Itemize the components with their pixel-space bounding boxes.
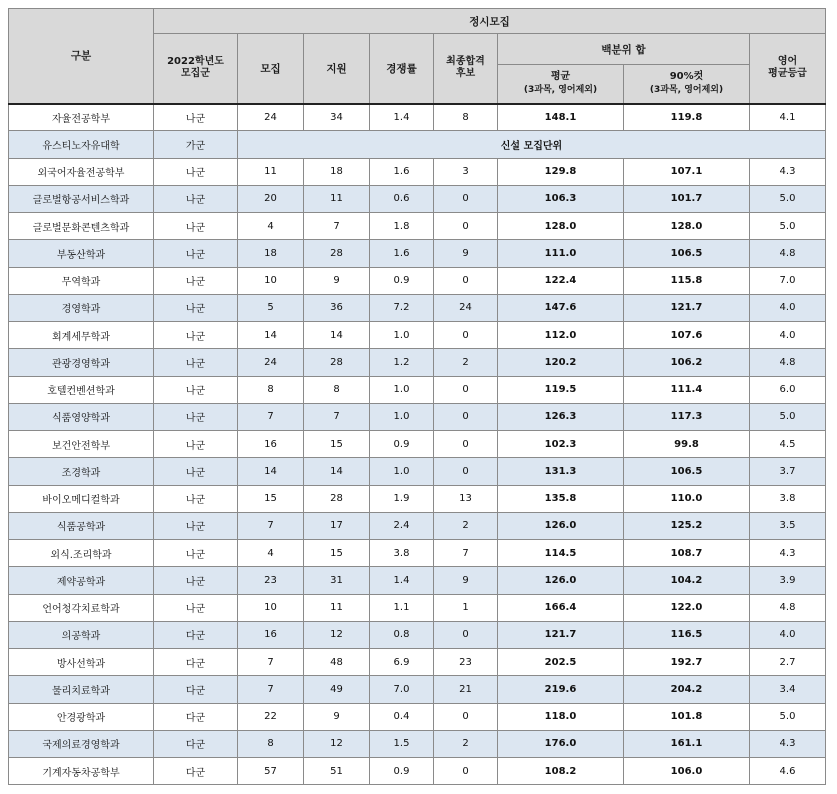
table-row <box>9 158 826 185</box>
cell-recruit-count: 22 <box>238 703 304 730</box>
cell-recruit-count: 15 <box>238 485 304 512</box>
cell-department: 보건안전학부 <box>9 431 154 458</box>
cell-recruit-count: 20 <box>238 185 304 212</box>
cell-percentile-avg: 126.3 <box>498 403 624 430</box>
cell-recruit-count: 4 <box>238 540 304 567</box>
cell-percentile-avg: 106.3 <box>498 185 624 212</box>
cell-percentile-cut: 106.2 <box>624 349 750 376</box>
cell-percentile-avg: 147.6 <box>498 294 624 321</box>
cell-percentile-cut: 115.8 <box>624 267 750 294</box>
cell-competition-rate: 0.6 <box>370 185 434 212</box>
cell-recruit-group: 다군 <box>154 730 238 757</box>
cell-department: 조경학과 <box>9 458 154 485</box>
table-header <box>9 9 826 104</box>
cell-percentile-cut: 101.8 <box>624 703 750 730</box>
cell-recruit-group: 나군 <box>154 240 238 267</box>
cell-waitlist: 2 <box>434 349 498 376</box>
cell-english-grade: 3.5 <box>750 512 826 539</box>
cell-recruit-count: 5 <box>238 294 304 321</box>
cell-apply-count: 15 <box>304 540 370 567</box>
cell-english-grade: 5.0 <box>750 703 826 730</box>
cell-apply-count: 18 <box>304 158 370 185</box>
cell-percentile-avg: 219.6 <box>498 676 624 703</box>
cell-recruit-group: 나군 <box>154 403 238 430</box>
cell-percentile-cut: 125.2 <box>624 512 750 539</box>
table-row <box>9 104 826 131</box>
cell-department: 회계세무학과 <box>9 322 154 349</box>
cell-department: 바이오메디컬학과 <box>9 485 154 512</box>
cell-competition-rate: 1.8 <box>370 213 434 240</box>
cell-competition-rate: 7.0 <box>370 676 434 703</box>
cell-recruit-count: 7 <box>238 676 304 703</box>
header-year-group: 2022학년도 모집군 <box>154 34 238 104</box>
cell-percentile-cut: 192.7 <box>624 649 750 676</box>
cell-waitlist: 2 <box>434 512 498 539</box>
table-row <box>9 322 826 349</box>
cell-percentile-avg: 148.1 <box>498 104 624 131</box>
cell-percentile-avg: 122.4 <box>498 267 624 294</box>
cell-department: 호텔컨벤션학과 <box>9 376 154 403</box>
table-row <box>9 240 826 267</box>
cell-recruit-count: 10 <box>238 267 304 294</box>
cell-apply-count: 28 <box>304 349 370 376</box>
table-row <box>9 703 826 730</box>
cell-english-grade: 4.3 <box>750 730 826 757</box>
cell-apply-count: 49 <box>304 676 370 703</box>
table-row <box>9 649 826 676</box>
cell-waitlist: 0 <box>434 458 498 485</box>
cell-waitlist: 9 <box>434 567 498 594</box>
cell-recruit-count: 18 <box>238 240 304 267</box>
cell-apply-count: 12 <box>304 730 370 757</box>
cell-competition-rate: 1.4 <box>370 104 434 131</box>
cell-recruit-group: 나군 <box>154 540 238 567</box>
cell-english-grade: 4.8 <box>750 349 826 376</box>
cell-apply-count: 11 <box>304 594 370 621</box>
cell-recruit-group: 나군 <box>154 158 238 185</box>
cell-apply-count: 11 <box>304 185 370 212</box>
cell-department: 언어청각치료학과 <box>9 594 154 621</box>
cell-english-grade: 2.7 <box>750 649 826 676</box>
cell-recruit-count: 14 <box>238 458 304 485</box>
cell-percentile-avg: 118.0 <box>498 703 624 730</box>
cell-waitlist: 3 <box>434 158 498 185</box>
cell-percentile-avg: 128.0 <box>498 213 624 240</box>
cell-english-grade: 4.0 <box>750 294 826 321</box>
cell-recruit-group: 다군 <box>154 676 238 703</box>
cell-competition-rate: 7.2 <box>370 294 434 321</box>
cell-percentile-cut: 116.5 <box>624 621 750 648</box>
cell-apply-count: 9 <box>304 703 370 730</box>
cell-competition-rate: 1.0 <box>370 376 434 403</box>
cell-apply-count: 51 <box>304 758 370 785</box>
table-row <box>9 512 826 539</box>
cell-percentile-cut: 106.0 <box>624 758 750 785</box>
cell-recruit-count: 10 <box>238 594 304 621</box>
cell-english-grade: 6.0 <box>750 376 826 403</box>
cell-competition-rate: 0.4 <box>370 703 434 730</box>
cell-competition-rate: 0.9 <box>370 758 434 785</box>
cell-recruit-group: 다군 <box>154 649 238 676</box>
cell-percentile-cut: 204.2 <box>624 676 750 703</box>
cell-competition-rate: 1.0 <box>370 458 434 485</box>
table-row <box>9 730 826 757</box>
cell-department: 경영학과 <box>9 294 154 321</box>
header-rate: 경쟁률 <box>370 34 434 104</box>
cell-english-grade: 4.5 <box>750 431 826 458</box>
cell-apply-count: 36 <box>304 294 370 321</box>
cell-department: 안경광학과 <box>9 703 154 730</box>
cell-apply-count: 14 <box>304 322 370 349</box>
cell-percentile-avg: 129.8 <box>498 158 624 185</box>
cell-competition-rate: 1.9 <box>370 485 434 512</box>
cell-competition-rate: 1.1 <box>370 594 434 621</box>
table-row <box>9 403 826 430</box>
cell-recruit-group: 나군 <box>154 267 238 294</box>
cell-apply-count: 9 <box>304 267 370 294</box>
cell-english-grade: 3.9 <box>750 567 826 594</box>
table-row <box>9 376 826 403</box>
cell-percentile-cut: 107.6 <box>624 322 750 349</box>
header-english: 영어 평균등급 <box>750 34 826 104</box>
cell-waitlist: 13 <box>434 485 498 512</box>
cell-recruit-count: 8 <box>238 376 304 403</box>
cell-waitlist: 7 <box>434 540 498 567</box>
cell-percentile-avg: 131.3 <box>498 458 624 485</box>
cell-waitlist: 1 <box>434 594 498 621</box>
cell-waitlist: 2 <box>434 730 498 757</box>
table-row <box>9 621 826 648</box>
cell-english-grade: 5.0 <box>750 403 826 430</box>
cell-department: 제약공학과 <box>9 567 154 594</box>
cell-recruit-group: 나군 <box>154 594 238 621</box>
cell-recruit-count: 57 <box>238 758 304 785</box>
cell-recruit-group: 나군 <box>154 349 238 376</box>
cell-english-grade: 3.8 <box>750 485 826 512</box>
header-group: 정시모집 <box>154 9 826 34</box>
cell-recruit-group: 나군 <box>154 376 238 403</box>
cell-department: 물리치료학과 <box>9 676 154 703</box>
cell-percentile-avg: 202.5 <box>498 649 624 676</box>
cell-percentile-avg: 112.0 <box>498 322 624 349</box>
cell-recruit-count: 24 <box>238 104 304 131</box>
cell-recruit-group: 다군 <box>154 703 238 730</box>
cell-recruit-count: 14 <box>238 322 304 349</box>
cell-english-grade: 4.3 <box>750 540 826 567</box>
cell-waitlist: 0 <box>434 621 498 648</box>
table-row <box>9 540 826 567</box>
table-row <box>9 131 826 158</box>
cell-competition-rate: 1.6 <box>370 158 434 185</box>
cell-recruit-count: 24 <box>238 349 304 376</box>
cell-recruit-count: 11 <box>238 158 304 185</box>
cell-recruit-group: 다군 <box>154 758 238 785</box>
cell-competition-rate: 1.5 <box>370 730 434 757</box>
cell-english-grade: 4.0 <box>750 322 826 349</box>
cell-waitlist: 0 <box>434 185 498 212</box>
cell-apply-count: 7 <box>304 213 370 240</box>
cell-department: 관광경영학과 <box>9 349 154 376</box>
cell-percentile-avg: 126.0 <box>498 567 624 594</box>
cell-department: 의공학과 <box>9 621 154 648</box>
cell-waitlist: 23 <box>434 649 498 676</box>
cell-recruit-group: 가군 <box>154 131 238 158</box>
cell-department: 부동산학과 <box>9 240 154 267</box>
cell-competition-rate: 0.9 <box>370 431 434 458</box>
cell-percentile-cut: 106.5 <box>624 458 750 485</box>
cell-waitlist: 9 <box>434 240 498 267</box>
table-row <box>9 267 826 294</box>
cell-competition-rate: 2.4 <box>370 512 434 539</box>
table-row <box>9 431 826 458</box>
cell-english-grade: 5.0 <box>750 185 826 212</box>
header-percentile: 백분위 합 <box>498 34 750 65</box>
cell-recruit-count: 7 <box>238 649 304 676</box>
header-avg: 평균 (3과목, 영어제외) <box>498 65 624 104</box>
cell-percentile-cut: 106.5 <box>624 240 750 267</box>
table-row <box>9 758 826 785</box>
cell-waitlist: 0 <box>434 267 498 294</box>
cell-competition-rate: 6.9 <box>370 649 434 676</box>
cell-waitlist: 0 <box>434 403 498 430</box>
cell-recruit-count: 16 <box>238 431 304 458</box>
cell-english-grade: 7.0 <box>750 267 826 294</box>
cell-percentile-avg: 111.0 <box>498 240 624 267</box>
cell-competition-rate: 1.0 <box>370 403 434 430</box>
cell-recruit-group: 나군 <box>154 431 238 458</box>
cell-department: 기계자동차공학부 <box>9 758 154 785</box>
cell-competition-rate: 3.8 <box>370 540 434 567</box>
cell-english-grade: 4.1 <box>750 104 826 131</box>
header-apply: 지원 <box>304 34 370 104</box>
cell-recruit-count: 23 <box>238 567 304 594</box>
cell-competition-rate: 0.9 <box>370 267 434 294</box>
cell-percentile-cut: 121.7 <box>624 294 750 321</box>
cell-department: 식품영양학과 <box>9 403 154 430</box>
cell-department: 외국어자율전공학부 <box>9 158 154 185</box>
table-row <box>9 294 826 321</box>
cell-apply-count: 34 <box>304 104 370 131</box>
cell-competition-rate: 1.4 <box>370 567 434 594</box>
cell-competition-rate: 0.8 <box>370 621 434 648</box>
cell-recruit-group: 나군 <box>154 458 238 485</box>
header-waitlist: 최종합격 후보 <box>434 34 498 104</box>
cell-recruit-group: 나군 <box>154 485 238 512</box>
cell-department: 무역학과 <box>9 267 154 294</box>
table-row <box>9 485 826 512</box>
cell-percentile-cut: 119.8 <box>624 104 750 131</box>
table-row <box>9 213 826 240</box>
header-recruit: 모집 <box>238 34 304 104</box>
cell-recruit-group: 나군 <box>154 104 238 131</box>
cell-waitlist: 0 <box>434 322 498 349</box>
cell-percentile-cut: 108.7 <box>624 540 750 567</box>
cell-recruit-group: 나군 <box>154 213 238 240</box>
cell-waitlist: 0 <box>434 213 498 240</box>
cell-percentile-cut: 117.3 <box>624 403 750 430</box>
cell-recruit-group: 나군 <box>154 185 238 212</box>
cell-recruit-group: 나군 <box>154 512 238 539</box>
table-row <box>9 349 826 376</box>
cell-apply-count: 14 <box>304 458 370 485</box>
cell-percentile-cut: 99.8 <box>624 431 750 458</box>
cell-percentile-avg: 120.2 <box>498 349 624 376</box>
cell-percentile-avg: 102.3 <box>498 431 624 458</box>
table-row <box>9 458 826 485</box>
cell-percentile-cut: 122.0 <box>624 594 750 621</box>
cell-apply-count: 15 <box>304 431 370 458</box>
cell-department: 유스티노자유대학 <box>9 131 154 158</box>
cell-apply-count: 17 <box>304 512 370 539</box>
cell-apply-count: 48 <box>304 649 370 676</box>
cell-english-grade: 4.3 <box>750 158 826 185</box>
cell-percentile-cut: 104.2 <box>624 567 750 594</box>
cell-apply-count: 8 <box>304 376 370 403</box>
cell-percentile-avg: 176.0 <box>498 730 624 757</box>
cell-waitlist: 0 <box>434 376 498 403</box>
cell-apply-count: 12 <box>304 621 370 648</box>
cell-percentile-avg: 108.2 <box>498 758 624 785</box>
cell-apply-count: 31 <box>304 567 370 594</box>
cell-english-grade: 4.8 <box>750 594 826 621</box>
cell-percentile-cut: 111.4 <box>624 376 750 403</box>
admissions-table-container <box>8 8 826 785</box>
cell-department: 방사선학과 <box>9 649 154 676</box>
cell-recruit-count: 7 <box>238 403 304 430</box>
cell-percentile-avg: 135.8 <box>498 485 624 512</box>
table-row <box>9 185 826 212</box>
cell-recruit-group: 나군 <box>154 294 238 321</box>
cell-waitlist: 0 <box>434 431 498 458</box>
cell-waitlist: 8 <box>434 104 498 131</box>
cell-apply-count: 7 <box>304 403 370 430</box>
header-gubun: 구분 <box>9 9 154 104</box>
cell-percentile-cut: 101.7 <box>624 185 750 212</box>
cell-apply-count: 28 <box>304 485 370 512</box>
table-row <box>9 594 826 621</box>
cell-department: 외식.조리학과 <box>9 540 154 567</box>
header-cut: 90%컷 (3과목, 영어제외) <box>624 65 750 104</box>
cell-department: 식품공학과 <box>9 512 154 539</box>
table-body <box>9 104 826 785</box>
cell-percentile-avg: 114.5 <box>498 540 624 567</box>
cell-recruit-count: 4 <box>238 213 304 240</box>
cell-percentile-cut: 128.0 <box>624 213 750 240</box>
cell-english-grade: 5.0 <box>750 213 826 240</box>
cell-percentile-cut: 161.1 <box>624 730 750 757</box>
cell-waitlist: 24 <box>434 294 498 321</box>
cell-recruit-count: 8 <box>238 730 304 757</box>
cell-competition-rate: 1.0 <box>370 322 434 349</box>
cell-recruit-group: 나군 <box>154 567 238 594</box>
cell-percentile-avg: 166.4 <box>498 594 624 621</box>
cell-english-grade: 4.8 <box>750 240 826 267</box>
cell-recruit-group: 다군 <box>154 621 238 648</box>
cell-percentile-avg: 121.7 <box>498 621 624 648</box>
cell-recruit-group: 나군 <box>154 322 238 349</box>
table-row <box>9 567 826 594</box>
cell-percentile-avg: 119.5 <box>498 376 624 403</box>
table-row <box>9 676 826 703</box>
cell-english-grade: 4.0 <box>750 621 826 648</box>
admissions-table <box>8 8 826 785</box>
cell-english-grade: 3.7 <box>750 458 826 485</box>
cell-percentile-cut: 110.0 <box>624 485 750 512</box>
cell-competition-rate: 1.6 <box>370 240 434 267</box>
cell-percentile-avg: 126.0 <box>498 512 624 539</box>
cell-recruit-count: 16 <box>238 621 304 648</box>
cell-competition-rate: 1.2 <box>370 349 434 376</box>
cell-english-grade: 4.6 <box>750 758 826 785</box>
cell-percentile-cut: 107.1 <box>624 158 750 185</box>
cell-department: 글로벌항공서비스학과 <box>9 185 154 212</box>
cell-waitlist: 21 <box>434 676 498 703</box>
cell-english-grade: 3.4 <box>750 676 826 703</box>
cell-department: 자율전공학부 <box>9 104 154 131</box>
cell-department: 글로벌문화콘텐츠학과 <box>9 213 154 240</box>
cell-department: 국제의료경영학과 <box>9 730 154 757</box>
cell-recruit-count: 7 <box>238 512 304 539</box>
cell-waitlist: 0 <box>434 758 498 785</box>
cell-apply-count: 28 <box>304 240 370 267</box>
cell-note: 신설 모집단위 <box>238 131 826 158</box>
cell-waitlist: 0 <box>434 703 498 730</box>
